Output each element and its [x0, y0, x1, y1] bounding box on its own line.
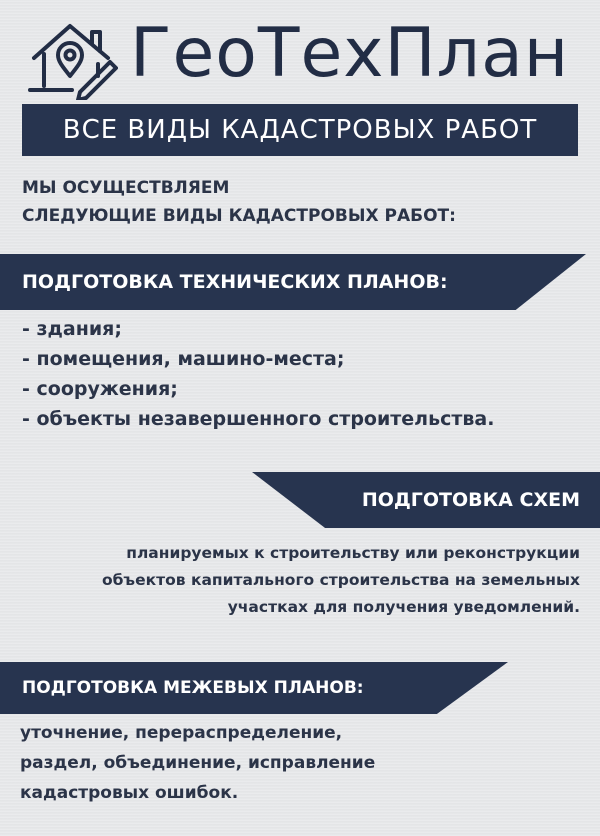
section-heading-boundary-plans: ПОДГОТОВКА МЕЖЕВЫХ ПЛАНОВ:: [22, 678, 364, 698]
description-line: кадастровых ошибок.: [20, 783, 239, 803]
description-line: объектов капитального строительства на земельных: [101, 571, 580, 589]
description-line: раздел, объединение, исправление: [20, 753, 376, 773]
boundary-plans-description: [20, 718, 375, 808]
schemes-description: [20, 540, 580, 621]
section-heading-technical-plans: ПОДГОТОВКА ТЕХНИЧЕСКИХ ПЛАНОВ:: [22, 271, 448, 293]
section-heading-schemes: ПОДГОТОВКА СХЕМ: [361, 489, 580, 511]
intro-text: [22, 174, 582, 230]
subtitle-text: ВСЕ ВИДЫ КАДАСТРОВЫХ РАБОТ: [62, 115, 538, 145]
description-line: планируемых к строительству или реконструкции: [126, 544, 580, 562]
subtitle-banner: [22, 104, 578, 156]
technical-plans-list: [22, 314, 494, 434]
description-line: уточнение, перераспределение,: [20, 723, 343, 743]
description-line: участках для получения уведомлений.: [227, 598, 580, 616]
intro-line: МЫ ОСУЩЕСТВЛЯЕМ: [22, 178, 230, 198]
intro-line: СЛЕДУЮЩИЕ ВИДЫ КАДАСТРОВЫХ РАБОТ:: [22, 206, 456, 226]
list-item: - помещения, машино-места;: [22, 348, 345, 370]
list-item: - сооружения;: [22, 378, 178, 400]
list-item: - объекты незавершенного строительства.: [22, 408, 495, 430]
list-item: - здания;: [22, 318, 122, 340]
brand-name: ГеоТехПлан: [130, 14, 570, 93]
house-pin-pencil-icon: [26, 18, 118, 100]
